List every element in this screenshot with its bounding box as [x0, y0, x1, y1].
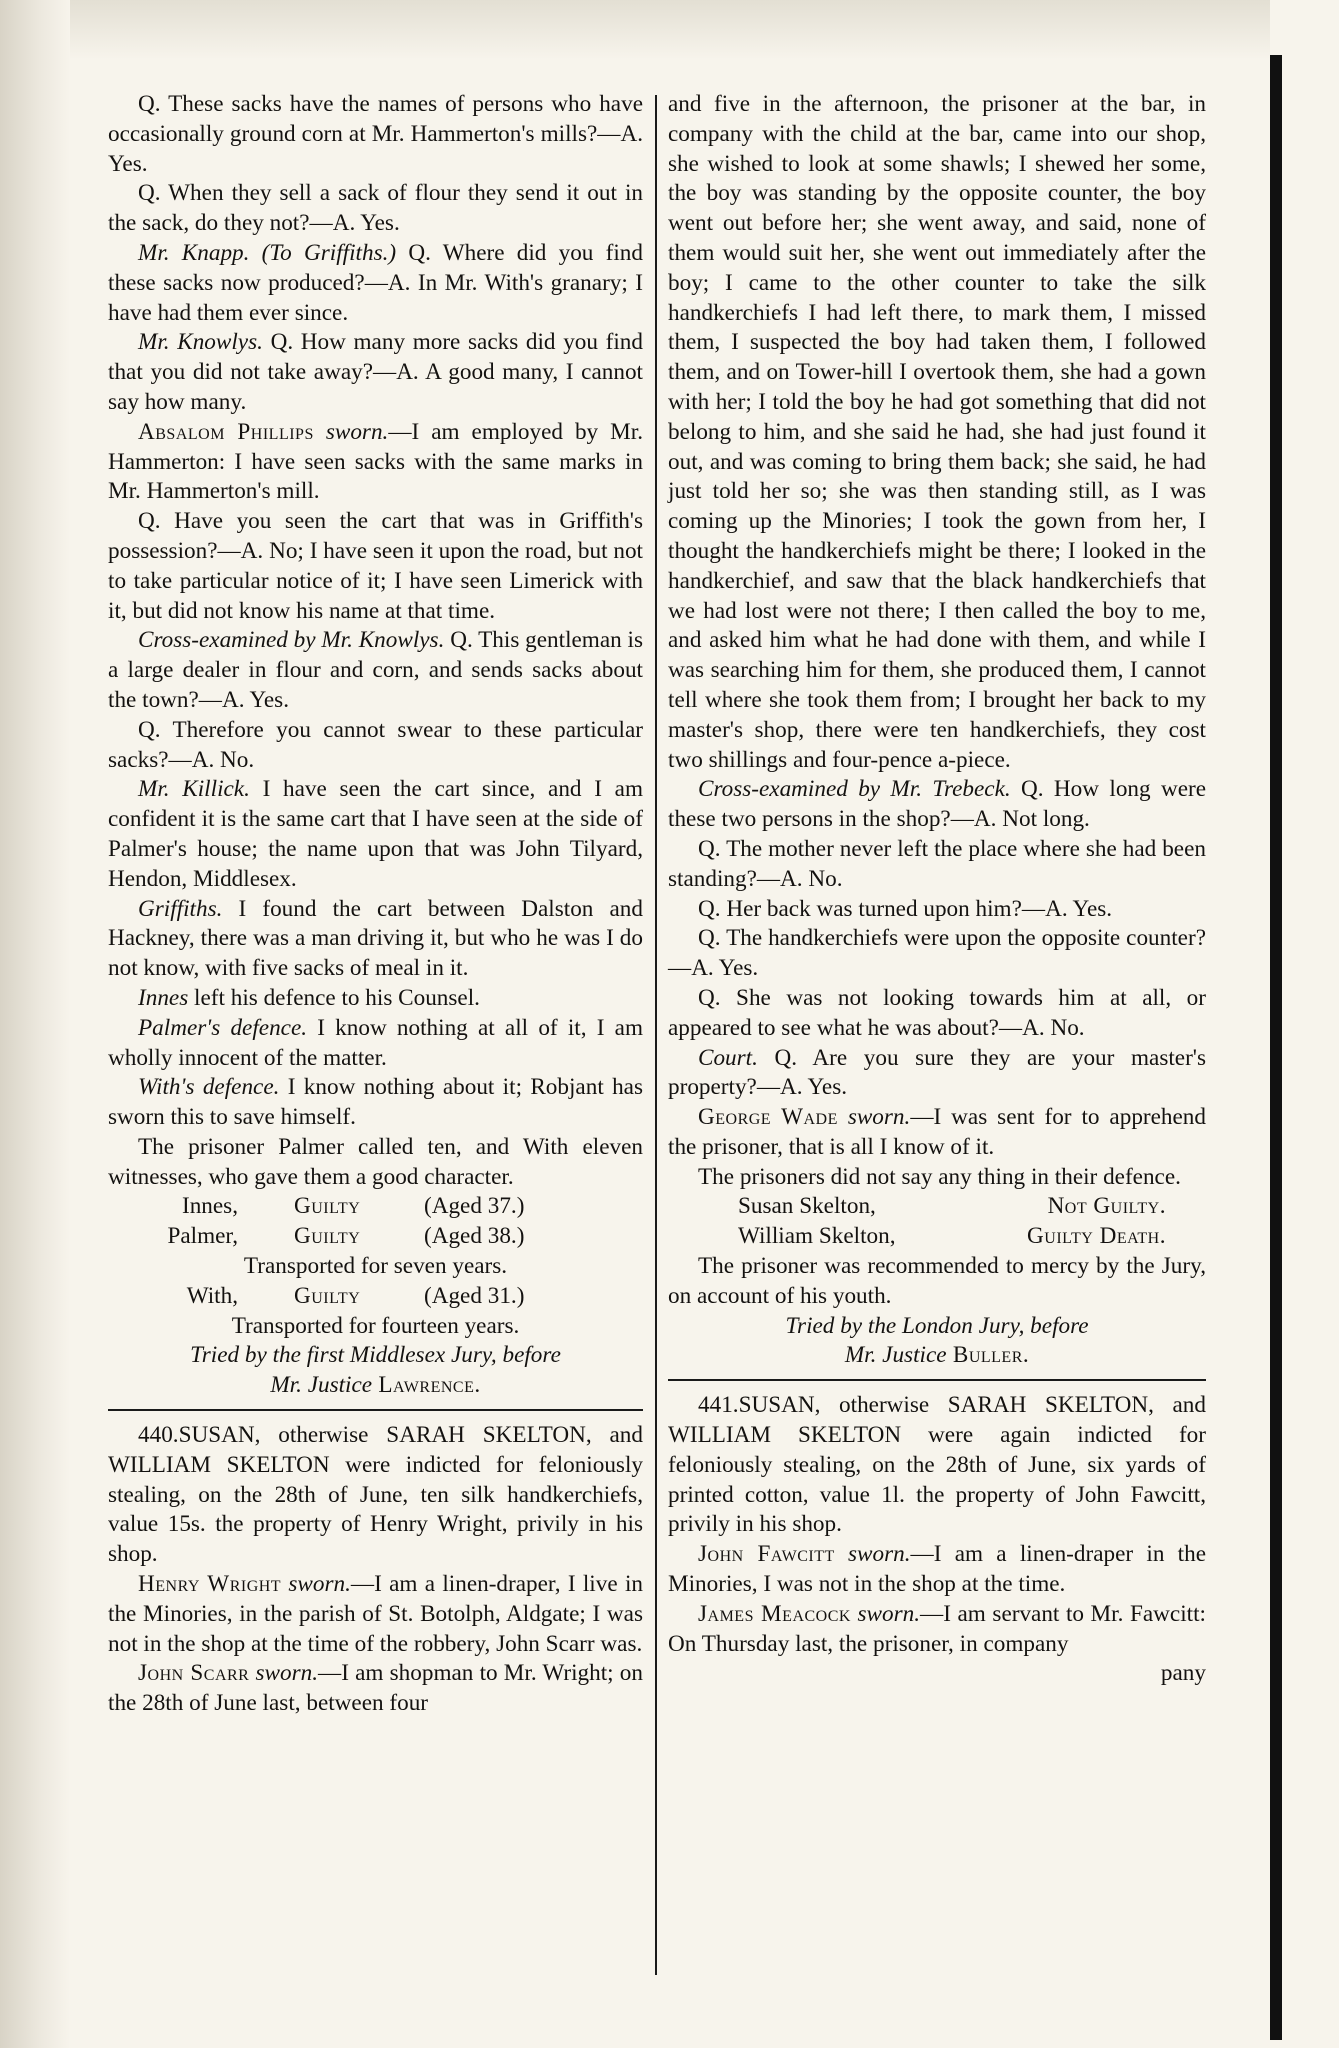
paragraph-text: Q. Are you sure they are your master's property?—A. Yes.: [668, 1044, 1206, 1101]
paragraph: [108, 895, 643, 984]
paragraph-text: —I am shopman to Mr. Wright; on the 28th of June last, between four: [108, 1660, 643, 1717]
paragraph: Q. Have you seen the cart that was in Griffith's possession?—A. No; I have seen it upon the road, but not to take particular notice of it; I have seen Limerick with it, but did not know his name at that time.: [108, 508, 643, 624]
paragraph-text: —I am servant to Mr. Fawcitt: On Thursday last, the prisoner, in company: [668, 1600, 1206, 1657]
paragraph: [668, 1044, 1206, 1104]
prisoner-age: (Aged 31.): [424, 1282, 525, 1309]
paragraph-text: left his defence to his Counsel.: [188, 984, 480, 1011]
witness-name: James Meacock: [698, 1600, 851, 1627]
paragraph: Q. She was not looking towards him at all, or appeared to see what he was about?—A. No.: [668, 984, 1206, 1041]
paragraph-text: Q. How long were these two persons in the shop?—A. Not long.: [668, 776, 1206, 833]
judge-line: [668, 1341, 1206, 1371]
paragraph-text: Q. This gentleman is a large dealer in flour and corn, and sends sacks about the town?—A. Yes.: [108, 627, 644, 713]
paragraph: [668, 1103, 1206, 1163]
prisoner-age: (Aged 38.): [424, 1223, 525, 1250]
paragraph: [108, 626, 643, 715]
verdict: Guilty: [294, 1193, 361, 1220]
paragraph-text: I have seen the cart since, and I am confident it is the same cart that I have seen at the side of Palmer's house; the name upon that was John Tilyard, Hendon, Middlesex.: [108, 776, 643, 892]
sentence: Transported for fourteen years.: [231, 1312, 520, 1339]
paragraph: Q. Therefore you cannot swear to these particular sacks?—A. No.: [108, 716, 643, 773]
section-rule: [668, 1379, 1206, 1381]
paragraph-text: I know nothing about it; Robjant has sworn this to save himself.: [108, 1074, 643, 1131]
verdict: Guilty: [294, 1223, 361, 1250]
speaker: Court.: [698, 1044, 758, 1071]
verdict-line: [108, 1282, 643, 1312]
verdict-line: [108, 1192, 643, 1222]
sworn-label: sworn.: [837, 1104, 911, 1131]
paragraph: The prisoner was recommended to mercy by the Jury, on account of his youth.: [668, 1253, 1206, 1309]
paragraph-text: —I am a linen-draper, I live in the Minories, in the parish of St. Botolph, Aldgate; I was not in the shop at the time of the robbery, John Scarr was.: [108, 1571, 643, 1657]
paragraph: The prisoners did not say any thing in their defence.: [698, 1163, 1181, 1190]
sentence: Transported for seven years.: [243, 1253, 508, 1280]
paragraph: [108, 1014, 643, 1074]
prisoner-age: (Aged 37.): [424, 1193, 525, 1220]
verdict-line: [108, 1222, 643, 1252]
paragraph-text: —I was sent for to apprehend the prisoner, that is all I know of it.: [668, 1104, 1206, 1160]
verdict: Guilty: [294, 1282, 361, 1309]
page-left-edge-shadow: [0, 0, 70, 2048]
catchword: pany: [1160, 1660, 1206, 1687]
speaker: Mr. Knowlys.: [138, 329, 263, 356]
paragraph: [108, 984, 643, 1014]
paragraph-text: Q. How many more sacks did you find that you did not take away?—A. A good many, I cannot say how many.: [108, 329, 643, 415]
jury-line: Tried by the first Middlesex Jury, before: [190, 1342, 561, 1369]
witness-name: John Fawcitt: [698, 1541, 835, 1568]
case-text: SUSAN, otherwise SARAH SKELTON, and WILLIAM SKELTON were again indicted for feloniously stealing, on the 28th of June, six yards of printed cotton, value 1l. the property of John Fawcitt, privily in his shop.: [668, 1392, 1206, 1538]
verdict: Guilty Death.: [1027, 1223, 1166, 1250]
verdict-line: [668, 1192, 1206, 1222]
paragraph: Q. The handkerchiefs were upon the opposite counter?—A. Yes.: [668, 925, 1206, 982]
prisoner-name: With,: [186, 1282, 238, 1309]
left-column: [108, 90, 643, 1719]
judge-name: Buller.: [946, 1342, 1030, 1369]
sworn-label: sworn.: [313, 418, 389, 445]
paragraph: [668, 775, 1206, 835]
paragraph: [108, 1570, 643, 1659]
sworn-label: sworn.: [249, 1660, 319, 1687]
speaker: Griffiths.: [138, 895, 223, 922]
speaker: With's defence.: [138, 1074, 280, 1101]
speaker: Mr. Knapp. (To Griffiths.): [138, 239, 397, 266]
paragraph-text: I know nothing at all of it, I am wholly innocent of the matter.: [108, 1014, 643, 1071]
paragraph: [668, 1600, 1206, 1660]
paragraph: Q. Her back was turned upon him?—A. Yes.: [698, 895, 1113, 922]
prisoner-name: William Skelton,: [738, 1223, 896, 1250]
judge-name: Lawrence.: [372, 1372, 481, 1399]
speaker: Cross-examined by Mr. Knowlys.: [138, 627, 445, 654]
case-heading: [668, 1391, 1206, 1540]
judge-title: Mr. Justice: [270, 1372, 373, 1399]
prisoner-name: Palmer,: [167, 1223, 238, 1250]
binding-bar: [1270, 55, 1282, 2040]
jury-line: Tried by the London Jury, before: [785, 1312, 1089, 1339]
paragraph: [668, 1540, 1206, 1600]
speaker: Cross-examined by Mr. Trebeck.: [698, 776, 1011, 803]
speaker: Mr. Killick.: [138, 776, 250, 803]
sworn-label: sworn.: [834, 1541, 911, 1568]
prisoner-name: Susan Skelton,: [738, 1193, 876, 1220]
paragraph: [108, 1073, 643, 1133]
section-rule: [108, 1409, 643, 1411]
paragraph: [108, 328, 643, 417]
case-heading: [108, 1421, 643, 1570]
witness-name: Henry Wright: [138, 1571, 282, 1598]
sworn-label: sworn.: [281, 1571, 351, 1598]
witness-name: George Wade: [698, 1104, 838, 1131]
paragraph-text: —I am a linen-draper in the Minories, I was not in the shop at the time.: [668, 1541, 1206, 1598]
paragraph: Q. These sacks have the names of persons who have occasionally ground corn at Mr. Hammerton's mills?—A. Yes.: [108, 91, 643, 177]
case-number: 441.: [698, 1392, 739, 1419]
paragraph-text: —I am employed by Mr. Hammerton: I have seen sacks with the same marks in Mr. Hammerton's mill.: [108, 418, 643, 505]
verdict-line: [668, 1222, 1206, 1252]
paragraph: [108, 418, 643, 507]
paragraph: Q. When they sell a sack of flour they send it out in the sack, do they not?—A. Yes.: [108, 180, 643, 237]
case-text: SUSAN, otherwise SARAH SKELTON, and WILLIAM SKELTON were indicted for feloniously stealing, on the 28th of June, ten silk handkerchiefs, value 15s. the property of Henry Wright, privily in his shop.: [108, 1422, 643, 1568]
prisoner-name: Innes,: [181, 1193, 238, 1220]
paragraph: Q. The mother never left the place where she had been standing?—A. No.: [668, 835, 1206, 892]
page-top-edge-shadow: [70, 0, 1270, 60]
paragraph: [108, 1659, 643, 1719]
right-column: [668, 90, 1206, 1689]
judge-title: Mr. Justice: [844, 1342, 947, 1369]
sworn-label: sworn.: [850, 1600, 921, 1627]
speaker: Innes: [138, 984, 189, 1011]
paragraph: [108, 239, 643, 328]
verdict: Not Guilty.: [1047, 1193, 1166, 1220]
paragraph: [108, 775, 643, 894]
paragraph: and five in the afternoon, the prisoner at the bar, in company with the child at the bar, came into our shop, she wished to look at some shawls; I shewed her some, the boy was standing by the opposite counter, the boy went out before her; she went away, and said, none of them would suit her, she went out immediately after the boy; I came to the other counter to take the silk handkerchiefs I had left there, to mark them, I missed them, I suspected the boy had taken them, I followed them, and on Tower-hill I overtook them, she had a gown with her; I told the boy he had got something that did not belong to him, and she said he had, she had just found it out, and was coming to bring them back; she said, he had just told her so; she was then standing still, as I was coming up the Minories; I took the gown from her, I thought the handkerchiefs might be there; I looked in the handkerchief, and saw that the black handkerchiefs that we had lost were not there; I then called the boy to me, and asked him what he had done with them, and while I was searching him for them, she produced them, I cannot tell where she took them from; I brought her back to my master's shop, there were ten handkerchiefs, they cost two shillings and four-pence a-piece.: [668, 91, 1206, 773]
speaker: Palmer's defence.: [138, 1014, 308, 1041]
witness-name: John Scarr: [138, 1660, 250, 1687]
paragraph-text: I found the cart between Dalston and Hackney, there was a man driving it, but who he was I do not know, with five sacks of meal in it.: [108, 895, 643, 982]
paragraph-text: Q. Where did you find these sacks now produced?—A. In Mr. With's granary; I have had them ever since.: [108, 239, 643, 326]
paragraph: The prisoner Palmer called ten, and With eleven witnesses, who gave them a good character.: [108, 1133, 643, 1190]
case-number: 440.: [138, 1422, 179, 1449]
judge-line: [108, 1371, 643, 1401]
witness-name: Absalom Phillips: [138, 418, 314, 445]
column-rule: [655, 95, 657, 1975]
